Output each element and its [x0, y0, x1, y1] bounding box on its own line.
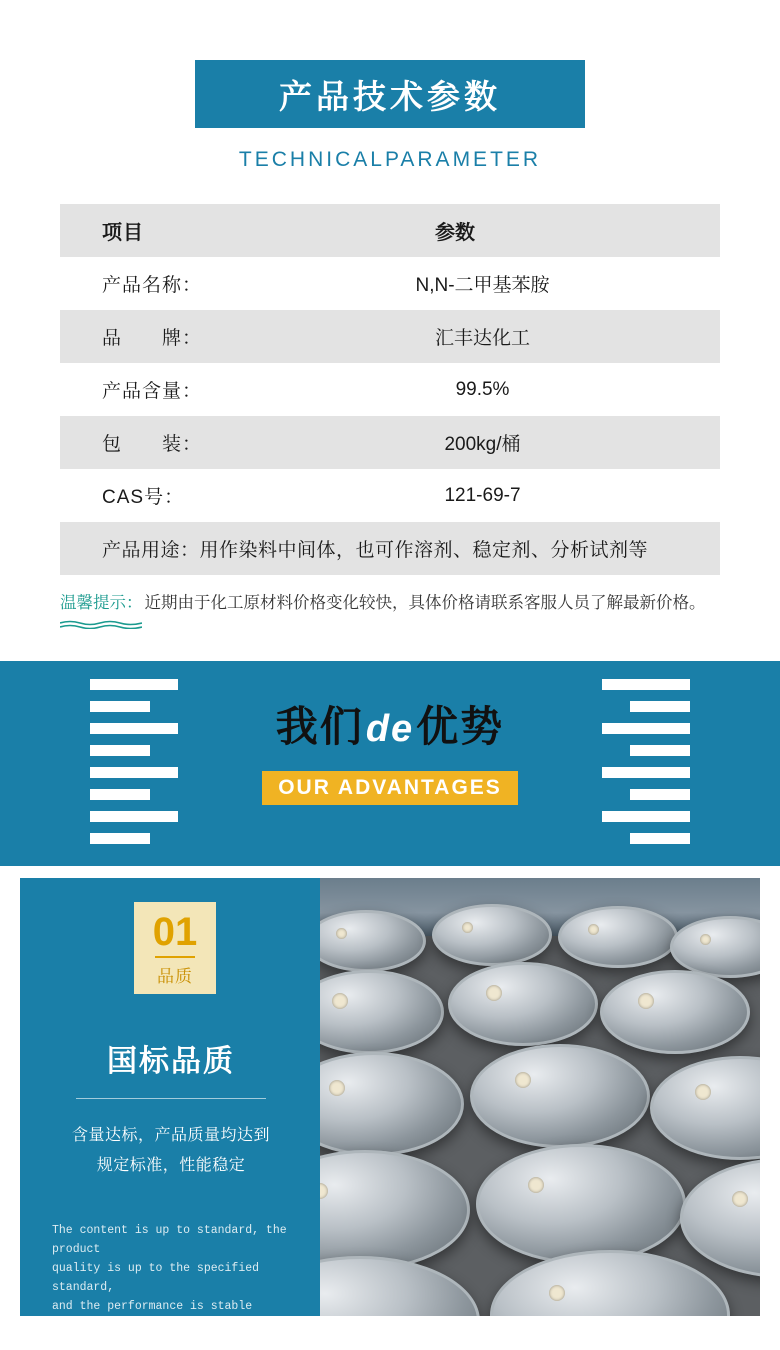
table-row	[60, 363, 720, 416]
feature-description	[42, 1121, 300, 1181]
stripe	[602, 811, 690, 822]
divider	[155, 956, 195, 958]
section-subtitle: TECHNICALPARAMETER	[238, 148, 542, 171]
feature-photo-drums	[320, 878, 760, 1316]
feature-description-en	[42, 1221, 300, 1316]
steel-drum	[320, 1052, 464, 1156]
row-key: 产品含量：	[102, 381, 203, 402]
advantages-title-en: OUR ADVANTAGES	[262, 771, 518, 805]
advantages-title-group	[0, 699, 780, 805]
feature-block-01	[0, 866, 780, 1316]
table-row	[60, 469, 720, 522]
steel-drum	[650, 1056, 760, 1160]
wave-underline-icon	[60, 620, 142, 629]
stripe	[90, 679, 178, 690]
table-row	[60, 257, 720, 310]
tip-text: 近期由于化工原材料价格变化较快，具体价格请联系客服人员了解最新价格。	[144, 594, 706, 612]
advantages-title-cn	[0, 699, 780, 757]
feature-inner	[20, 878, 760, 1316]
column-header-item: 项目	[102, 222, 144, 244]
steel-drum	[490, 1250, 730, 1316]
steel-drum	[320, 970, 444, 1054]
steel-drum	[320, 1256, 480, 1316]
section-title-banner	[195, 60, 585, 128]
row-value-text: 99.5%	[455, 378, 510, 400]
divider	[76, 1098, 266, 1099]
row-value-text: 汇丰达化工	[434, 328, 530, 349]
advantages-title-de: de	[365, 708, 415, 750]
feature-number-label: 品质	[157, 967, 193, 986]
feature-description-line2: 规定标准，性能稳定	[96, 1157, 246, 1174]
technical-parameters-section	[0, 0, 780, 617]
feature-en-line1: The content is up to standard, the product	[52, 1224, 287, 1256]
row-value-text: 200kg/桶	[444, 434, 521, 455]
stripe	[90, 833, 150, 844]
column-header-value: 参数	[435, 222, 475, 244]
row-key: 产品名称：	[102, 275, 203, 296]
page-title: 产品技术参数	[279, 77, 501, 115]
feature-number-badge	[134, 902, 216, 994]
row-key: CAS号：	[102, 487, 185, 508]
row-value	[325, 416, 720, 469]
row-value	[325, 363, 720, 416]
advantages-banner	[0, 661, 780, 866]
warm-tip	[60, 589, 720, 617]
row-key: 品 牌：	[102, 328, 203, 349]
feature-en-line2: quality is up to the specified standard,	[52, 1262, 260, 1294]
steel-drum	[320, 1150, 470, 1270]
row-value	[325, 257, 720, 310]
steel-drum	[470, 1044, 650, 1148]
tip-label-text: 温馨提示：	[60, 594, 143, 612]
photo-drums-group	[320, 900, 760, 1316]
steel-drum	[448, 962, 598, 1046]
row-value-text: N,N-二甲基苯胺	[415, 275, 550, 296]
steel-drum	[670, 916, 760, 978]
row-value	[325, 469, 720, 522]
row-value	[325, 310, 720, 363]
tip-label	[60, 589, 145, 617]
table-header-row	[60, 204, 720, 257]
row-key: 包 装：	[102, 434, 203, 455]
stripe	[630, 833, 690, 844]
table-row	[60, 416, 720, 469]
advantages-title-part1: 我们	[275, 703, 364, 750]
table-row	[60, 310, 720, 363]
parameters-table	[60, 204, 720, 575]
steel-drum	[600, 970, 750, 1054]
feature-description-line1: 含量达标，产品质量均达到	[71, 1127, 270, 1144]
advantages-title-part2: 优势	[416, 703, 505, 750]
feature-number: 01	[152, 910, 198, 954]
row-usage-text: 产品用途：用作染料中间体，也可作溶剂、稳定剂、分析试剂等	[102, 540, 649, 561]
row-value-text: 121-69-7	[444, 484, 521, 506]
steel-drum	[320, 910, 426, 972]
steel-drum	[476, 1144, 686, 1264]
table-row-usage	[60, 522, 720, 575]
steel-drum	[432, 904, 552, 966]
feature-text-column	[20, 878, 320, 1316]
steel-drum	[680, 1158, 760, 1278]
stripe	[90, 811, 178, 822]
feature-en-line3: and the performance is stable	[52, 1300, 253, 1313]
stripe	[602, 679, 690, 690]
steel-drum	[558, 906, 678, 968]
feature-title: 国标品质	[107, 1045, 235, 1078]
